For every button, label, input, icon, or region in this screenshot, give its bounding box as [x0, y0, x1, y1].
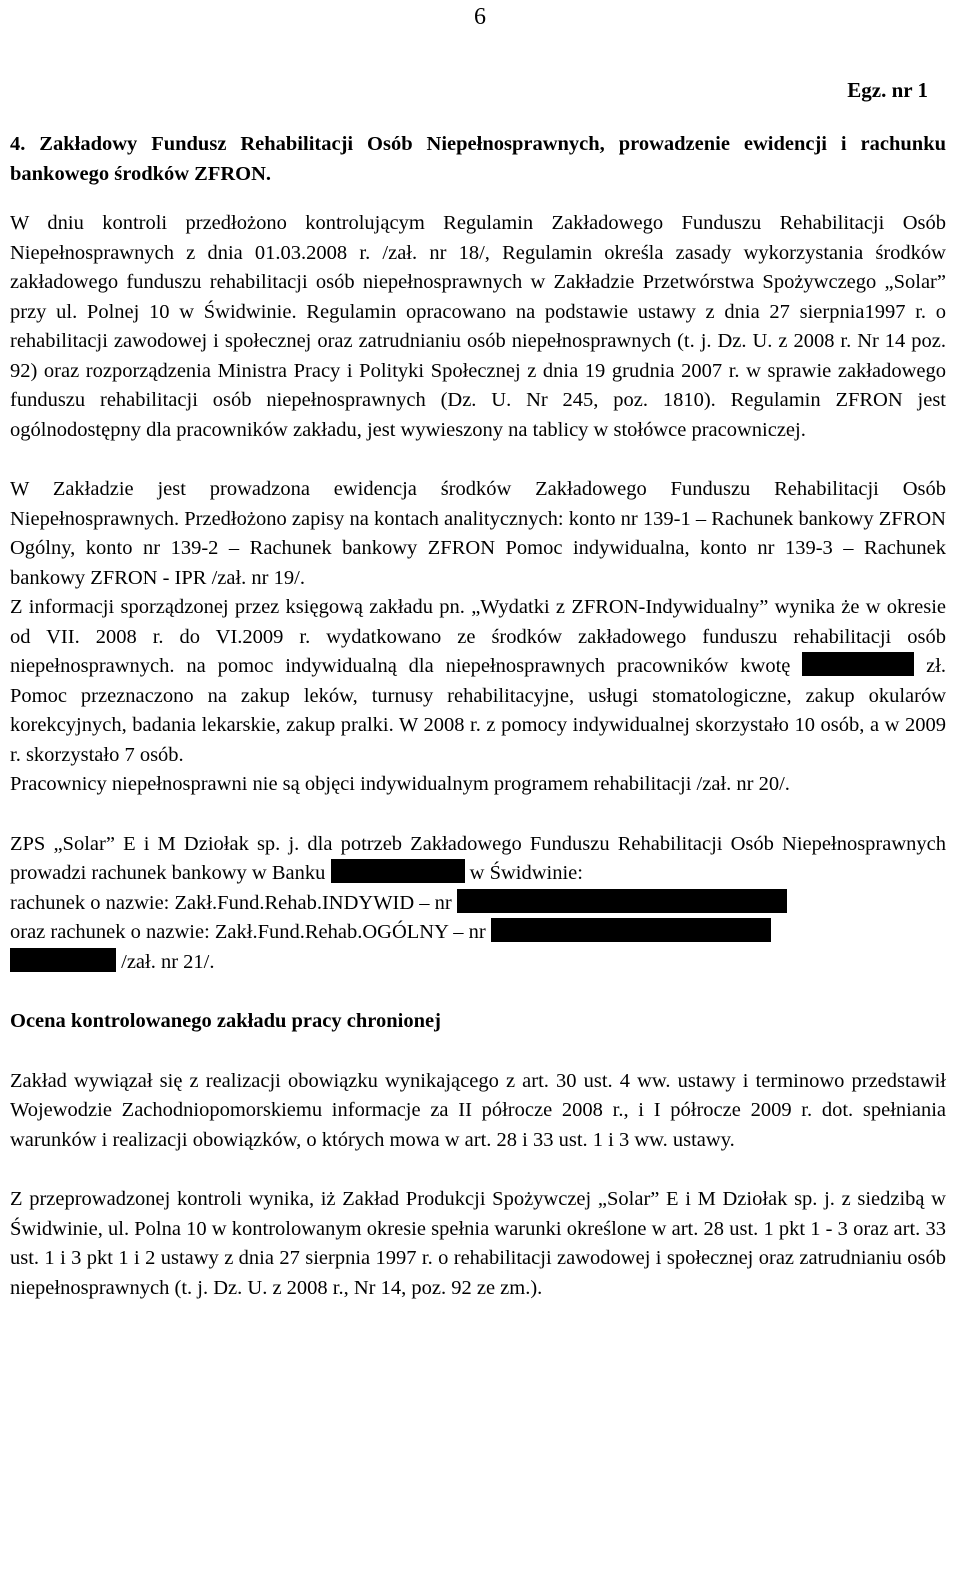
paragraph-expenditures	[10, 593, 946, 770]
paragraph-obligations: Zakład wywiązał się z realizacji obowiązku wynikającego z art. 30 ust. 4 ww. ustawy i terminowo przedstawił Wojewodzie Zachodniopomorskiemu informacje za II półrocze 2008 r., i I półrocze 2009 r. dot. spełniania warunków i realizacji obowiązków, o których mowa w art. 28 i 33 ust. 1 i 3 ww. ustawy.	[10, 1069, 946, 1151]
redacted-bank-name	[331, 859, 465, 883]
redacted-account-indywid	[457, 889, 787, 913]
paragraph-records: W Zakładzie jest prowadzona ewidencja środków Zakładowego Funduszu Rehabilitacji Osób Niepełnosprawnych. Przedłożono zapisy na kontach analitycznych: konto nr 139-1 – Rachunek bankowy ZFRON Ogólny, konto nr 139-2 – Rachunek bankowy ZFRON Pomoc indywidualna, konto nr 139-3 – Rachunek bankowy ZFRON - IPR /zał. nr 19/.	[10, 478, 946, 589]
copy-number-label: Egz. nr 1	[847, 78, 928, 102]
paragraph-rehab-program: Pracownicy niepełnosprawni nie są objęci indywidualnym programem rehabilitacji /zał. nr 20/.	[10, 773, 790, 795]
attachment-reference: /zał. nr 21/.	[121, 950, 215, 973]
expenditures-text-end: zł. Pomoc przeznaczono na zakup leków, turnusy rehabilitacyjne, usługi stomatologiczne, zakup okularów korekcyjnych, badania lekarskie, zakup pralki. W 2008 r. z pomocy indywidualnej skorzystało 10 osób, a w 2009 r. skorzystało 7 osób.	[10, 655, 947, 766]
page-number: 6	[474, 4, 486, 30]
section-heading: 4. Zakładowy Fundusz Rehabilitacji Osób Niepełnosprawnych, prowadzenie ewidencji i rachunku bankowego środków ZFRON.	[10, 133, 946, 185]
account-ogolny-label: oraz rachunek o nazwie: Zakł.Fund.Rehab.OGÓLNY – nr	[10, 921, 486, 943]
subheading-assessment: Ocena kontrolowanego zakładu pracy chronionej	[10, 1010, 441, 1032]
document-body	[10, 130, 946, 1303]
paragraph-bank-account	[10, 830, 946, 978]
redacted-account-ogolny	[491, 918, 771, 942]
bank-text-location: w Świdwinie:	[469, 862, 583, 884]
paragraph-conclusion: Z przeprowadzonej kontroli wynika, iż Zakład Produkcji Spożywczej „Solar” E i M Dziołak sp. j. z siedzibą w Świdwinie, ul. Polna 10 w kontrolowanym okresie spełnia warunki określone w art. 28 ust. 1 pkt 1 - 3 oraz art. 33 ust. 1 i 3 pkt 1 i 2 ustawy z dnia 27 sierpnia 1997 r. o rehabilitacji zawodowej i społecznej oraz zatrudnianiu osób niepełnosprawnych (t. j. Dz. U. z 2008 r., Nr 14, poz. 92 ze zm.).	[10, 1188, 946, 1299]
redacted-amount	[802, 652, 914, 676]
bank-text-start: ZPS „Solar” E i M Dziołak sp. j. dla potrzeb Zakładowego Funduszu Rehabilitacji Osób Niepełnosprawnych prowadzi rachunek bankowy w Banku	[10, 832, 946, 884]
account-indywid-label: rachunek o nazwie: Zakł.Fund.Rehab.INDYWID – nr	[10, 891, 452, 914]
redacted-account-ogolny-continued	[10, 948, 116, 972]
paragraph-regulations: W dniu kontroli przedłożono kontrolującym Regulamin Zakładowego Funduszu Rehabilitacji Osób Niepełnosprawnych z dnia 01.03.2008 r. /zał. nr 18/, Regulamin określa zasady wykorzystania środków zakładowego funduszu rehabilitacji osób niepełnosprawnych w Zakładzie Przetwórstwa Spożywczego „Solar” przy ul. Polnej 10 w Świdwinie. Regulamin opracowano na podstawie ustawy z dnia 27 sierpnia1997 r. o rehabilitacji zawodowej i społecznej oraz zatrudnianiu osób niepełnosprawnych (t. j. Dz. U. z 2008 r. Nr 14 poz. 92) oraz rozporządzenia Ministra Pracy i Polityki Społecznej z dnia 19 grudnia 2007 r. w sprawie zakładowego funduszu rehabilitacji osób niepełnosprawnych (Dz. U. Nr 245, poz. 1810). Regulamin ZFRON jest ogólnodostępny dla pracowników zakładu, jest wywieszony na tablicy w stołówce pracowniczej.	[10, 212, 946, 441]
expenditures-text-start: Z informacji sporządzonej przez księgową zakładu pn. „Wydatki z ZFRON-Indywidualny” wynika że w okresie od VII. 2008 r. do VI.2009 r. wydatkowano ze środków zakładowego funduszu rehabilitacji osób niepełnosprawnych. na pomoc indywidualną dla niepełnosprawnych pracowników kwotę	[10, 596, 946, 677]
